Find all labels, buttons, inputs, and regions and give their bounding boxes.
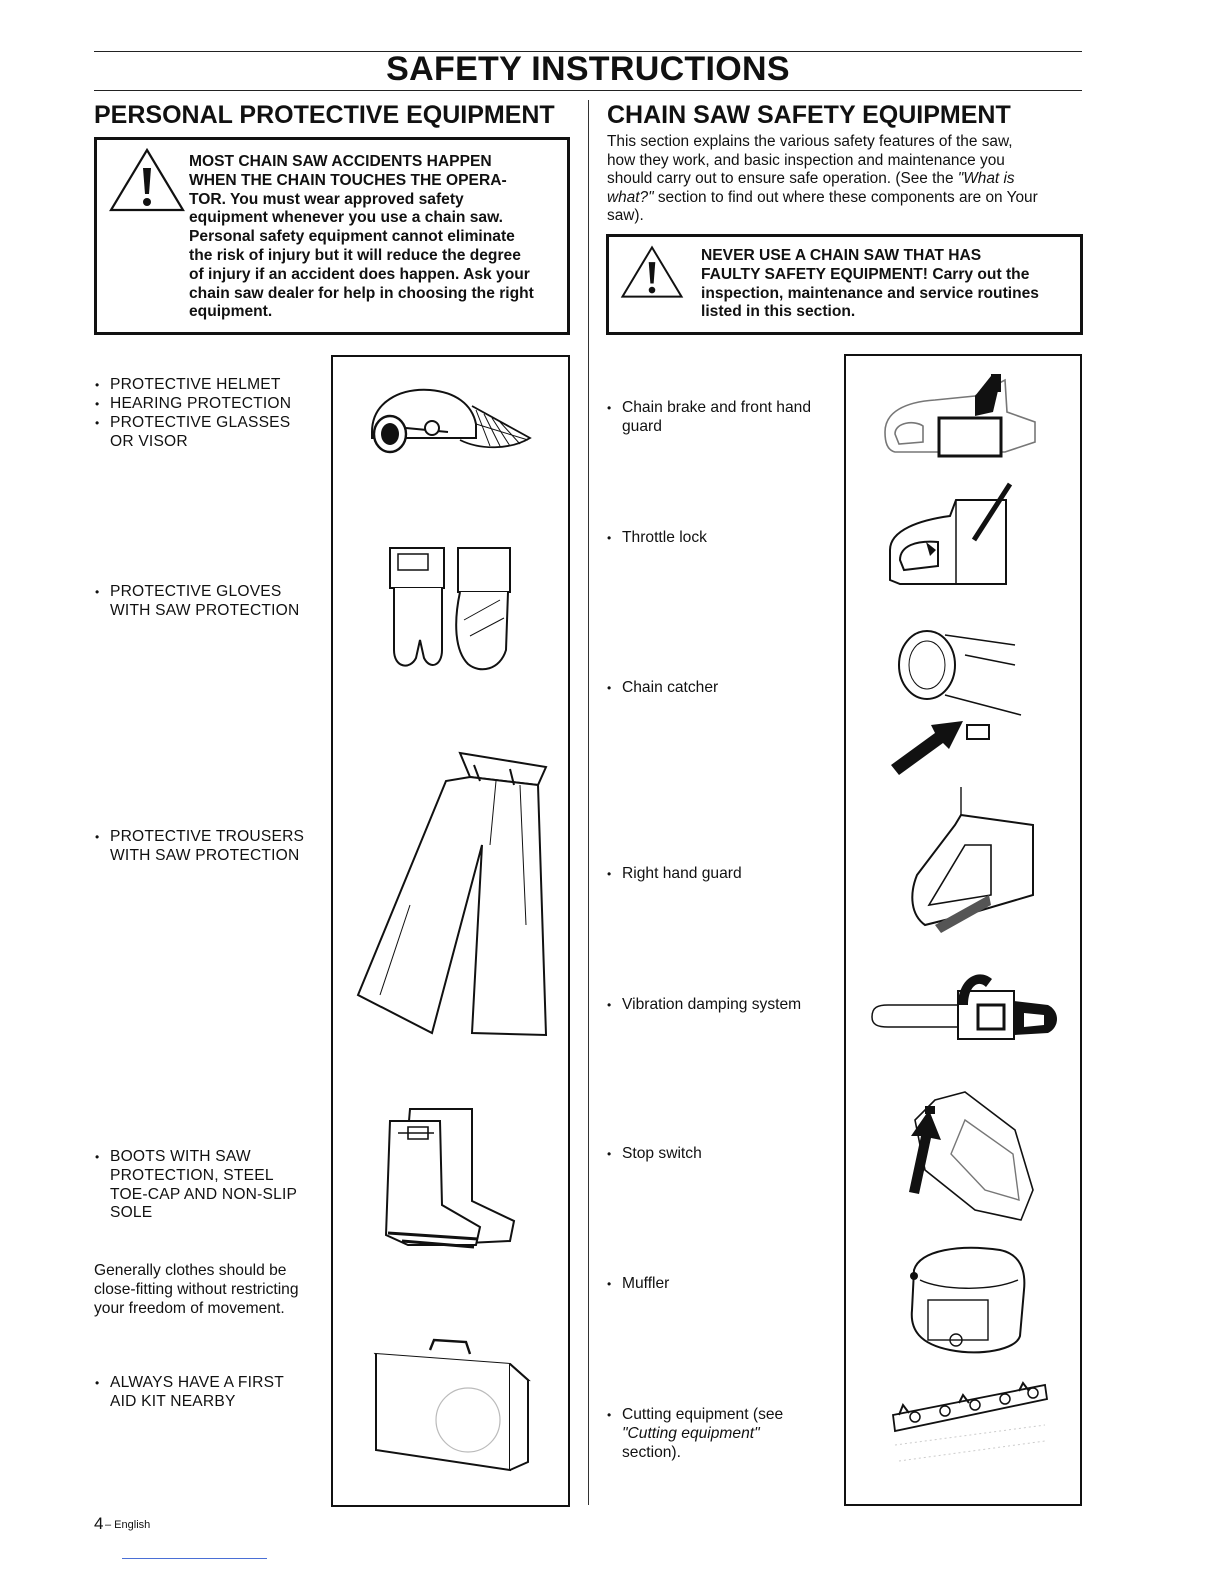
footer-link-line [122,1558,267,1559]
list-item: • Vibration damping system [606,996,801,1015]
page-title: SAFETY INSTRUCTIONS [386,50,790,88]
list-item: • Chain brake and front hand guard [606,399,811,437]
saw-safety-heading: CHAIN SAW SAFETY EQUIPMENT [607,101,1011,129]
throttle-lock-icon [880,480,1015,590]
cutting-equipment-icon [885,1375,1055,1465]
list-item: • BOOTS WITH SAW PROTECTION, STEEL TOE-CAP AND NON-SLIP SOLE [94,1148,297,1223]
muffler-icon [900,1240,1030,1360]
helmet-icon [360,380,540,460]
ppe-warning-text: MOST CHAIN SAW ACCIDENTS HAPPEN WHEN THE CHAIN TOUCHES THE OPERA- TOR. You must wear approved safety equipment whenever you use a chain saw. Personal safety equipment cannot eliminate the risk of injury but it will reduce the degree of injury if an accident does happen. Ask your chain saw dealer for help in choosing the right equipment. [189,153,534,321]
list-item: • HEARING PROTECTION [94,395,291,414]
list-item: • PROTECTIVE TROUSERS WITH SAW PROTECTION [94,828,304,866]
ppe-heading: PERSONAL PROTECTIVE EQUIPMENT [94,101,555,129]
chain-catcher-icon [885,615,1025,775]
title-underline [94,90,1082,91]
list-item: • PROTECTIVE GLASSES OR VISOR [94,414,290,452]
boots-icon [380,1105,520,1250]
clothes-note: Generally clothes should be close-fitting without restricting your freedom of movement. [94,1262,299,1317]
chain-brake-icon [875,372,1045,467]
list-item: • Stop switch [606,1145,702,1164]
trousers-icon [350,745,550,1040]
list-item: • PROTECTIVE GLOVES WITH SAW PROTECTION [94,583,299,621]
list-item: • Right hand guard [606,865,742,884]
stop-switch-icon [895,1070,1040,1230]
vibration-damping-icon [868,965,1063,1045]
list-item: • Cutting equipment (see "Cutting equipment" section). [606,1406,783,1462]
saw-warning-text: NEVER USE A CHAIN SAW THAT HAS FAULTY SAFETY EQUIPMENT! Carry out the inspection, maintenance and service routines listed in this section. [701,247,1039,321]
list-item: • Throttle lock [606,529,707,548]
first-aid-kit-icon [370,1330,535,1475]
list-item: • PROTECTIVE HELMET [94,376,281,395]
page-number: 4 [94,1514,104,1533]
saw-safety-intro: This section explains the various safety features of the saw, how they work, and basic inspection and maintenance you should carry out to ensure safe operation. (See the "What is what?" section to find out where these components are on Your saw). [607,133,1038,225]
list-item: • Chain catcher [606,679,718,698]
list-item: • Muffler [606,1275,669,1294]
warning-triangle-icon [108,146,186,214]
right-hand-guard-icon [905,785,1040,935]
list-item: • ALWAYS HAVE A FIRST AID KIT NEARBY [94,1374,284,1412]
column-divider [588,100,589,1505]
warning-triangle-icon [620,244,684,300]
page-language: – English [105,1519,151,1531]
gloves-icon [380,540,520,680]
